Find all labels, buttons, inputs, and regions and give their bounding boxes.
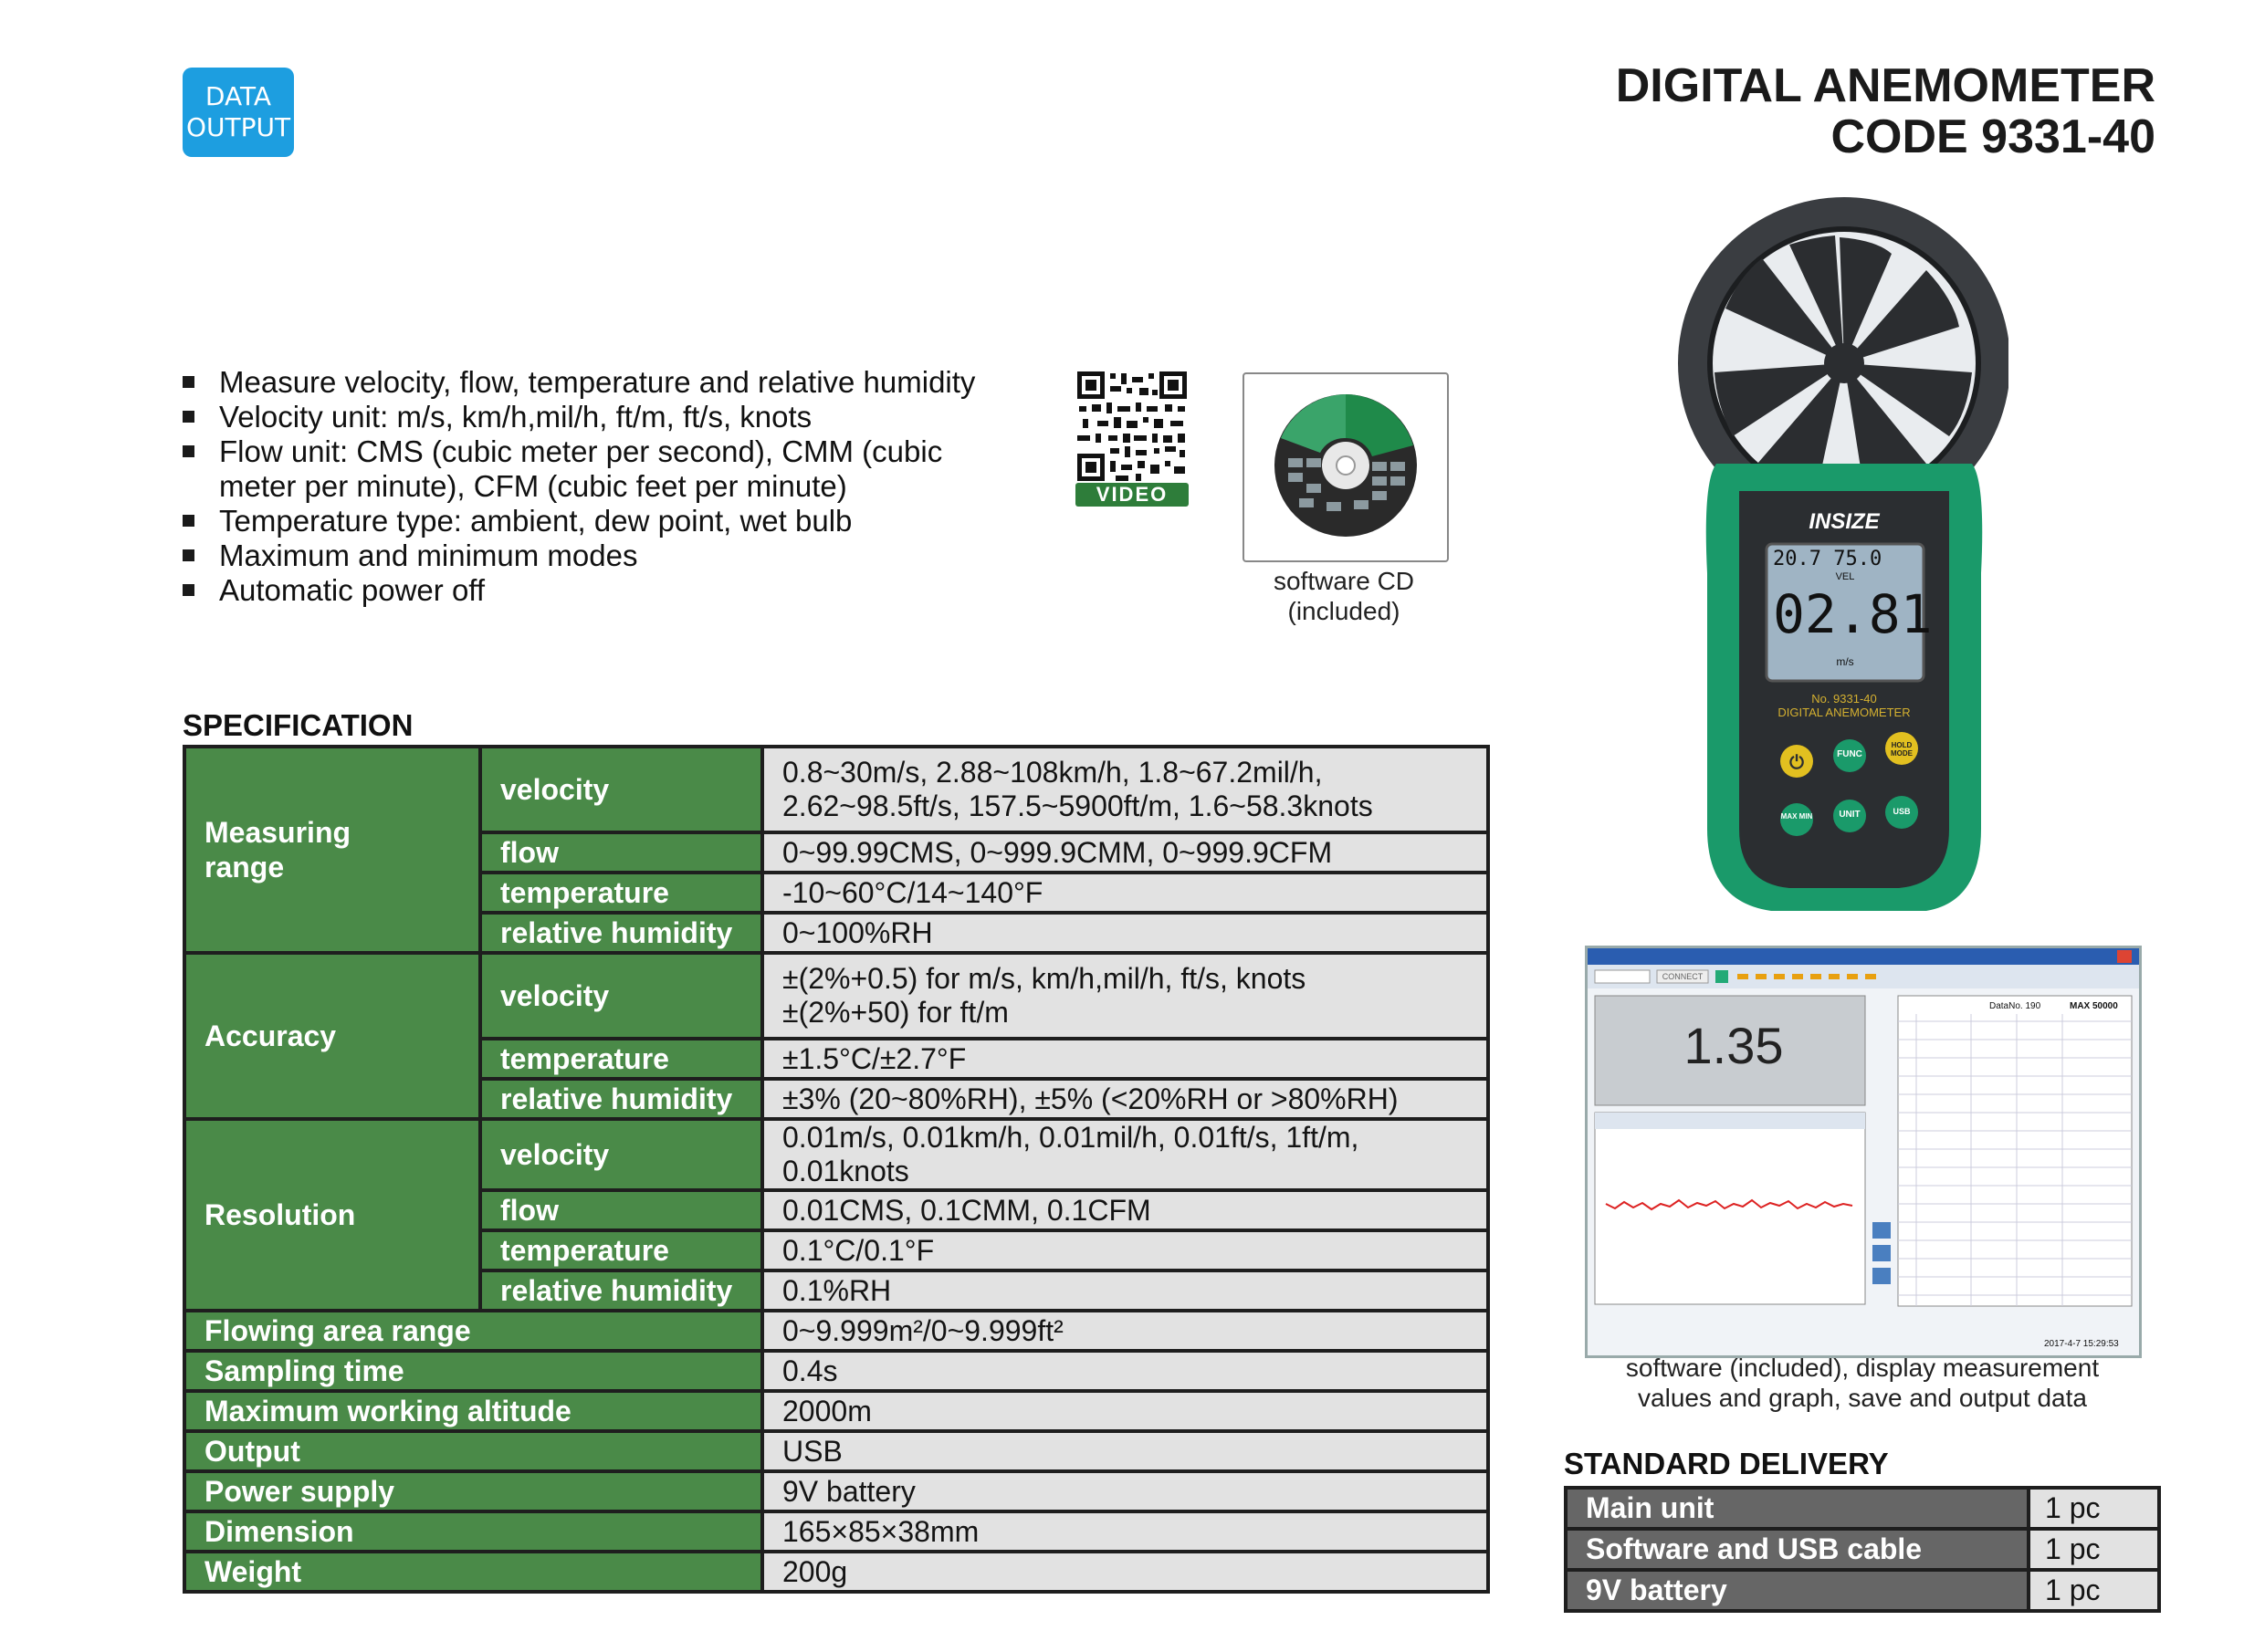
row-label: relative humidity <box>480 913 762 953</box>
row-label: flow <box>480 832 762 873</box>
lcd-unit: m/s <box>1836 655 1854 668</box>
table-row <box>184 953 1488 1039</box>
row-label: Dimension <box>184 1511 762 1552</box>
row-label: velocity <box>480 747 762 832</box>
row-label: temperature <box>480 873 762 913</box>
feature-list <box>183 365 1041 608</box>
row-value: ±(2%+0.5) for m/s, km/h,mil/h, ft/s, knots ±(2%+50) for ft/m <box>762 953 1488 1039</box>
group-accuracy: Accuracy <box>184 953 480 1119</box>
cd-disc-icon <box>1244 374 1447 560</box>
cd-caption: software CD (included) <box>1273 567 1415 625</box>
feature-item: Maximum and minimum modes <box>183 538 1041 573</box>
badge-line-1: DATA <box>204 81 272 111</box>
table-row <box>184 1552 1488 1592</box>
bullet-icon <box>183 376 194 388</box>
row-label: relative humidity <box>480 1079 762 1119</box>
row-label: velocity <box>480 1119 762 1190</box>
connect-button[interactable]: CONNECT <box>1662 972 1704 981</box>
row-value: -10~60°C/14~140°F <box>762 873 1488 913</box>
lcd-main-reading: 02.81 <box>1773 583 1933 645</box>
lcd-top-reading: 20.7 75.0 <box>1773 548 1882 570</box>
table-row <box>184 1511 1488 1552</box>
bullet-icon <box>183 445 194 457</box>
row-label: flow <box>480 1190 762 1230</box>
table-row <box>184 1391 1488 1431</box>
row-value: 9V battery <box>762 1471 1488 1511</box>
software-cd-image <box>1243 372 1449 562</box>
item-qty: 1 pc <box>2029 1529 2159 1570</box>
video-qr-code[interactable] <box>1075 370 1189 507</box>
software-caption: software (included), display measurement values and graph, save and output data <box>1625 1354 2100 1412</box>
table-row <box>184 747 1488 832</box>
item-qty: 1 pc <box>2029 1488 2159 1529</box>
row-label: temperature <box>480 1230 762 1270</box>
bullet-icon <box>183 584 194 596</box>
product-code: CODE 9331-40 <box>1830 110 2155 163</box>
data-count: DataNo. 190 <box>1989 1001 2041 1011</box>
software-window-image <box>1588 948 2139 1355</box>
product-name: DIGITAL ANEMOMETER <box>1615 59 2155 112</box>
software-screenshot <box>1585 946 2142 1358</box>
feature-item: Velocity unit: m/s, km/h,mil/h, ft/m, ft/s, knots <box>183 400 1041 434</box>
row-value: 0.1°C/0.1°F <box>762 1230 1488 1270</box>
item-qty: 1 pc <box>2029 1570 2159 1611</box>
func-button[interactable]: FUNC <box>1837 749 1862 759</box>
standard-delivery-heading: STANDARD DELIVERY <box>1564 1447 1889 1480</box>
specification-table <box>183 745 1490 1594</box>
table-row <box>1566 1488 2159 1529</box>
standard-delivery-table <box>1564 1486 2161 1613</box>
row-label: Flowing area range <box>184 1311 762 1351</box>
bullet-icon <box>183 411 194 423</box>
row-label: temperature <box>480 1039 762 1079</box>
software-reading: 1.35 <box>1683 1017 1784 1074</box>
row-value: 0.8~30m/s, 2.88~108km/h, 1.8~67.2mil/h, 2.62~98.5ft/s, 157.5~5900ft/m, 1.6~58.3knots <box>762 747 1488 832</box>
row-label: relative humidity <box>480 1270 762 1311</box>
row-value: 2000m <box>762 1391 1488 1431</box>
feature-item: Measure velocity, flow, temperature and relative humidity <box>183 365 1041 400</box>
bullet-icon <box>183 549 194 561</box>
table-row <box>184 1431 1488 1471</box>
lcd-mode: VEL <box>1835 571 1855 582</box>
row-value: 0.4s <box>762 1351 1488 1391</box>
software-timestamp: 2017-4-7 15:29:53 <box>2044 1339 2119 1349</box>
video-label: VIDEO <box>1096 483 1169 506</box>
power-icon[interactable]: ⏻ <box>1789 753 1804 773</box>
row-value: 0~100%RH <box>762 913 1488 953</box>
row-value: 0~99.99CMS, 0~999.9CMM, 0~999.9CFM <box>762 832 1488 873</box>
data-max: MAX 50000 <box>2070 1001 2118 1011</box>
row-value: 0~9.999m²/0~9.999ft² <box>762 1311 1488 1351</box>
row-value: ±3% (20~80%RH), ±5% (<20%RH or >80%RH) <box>762 1079 1488 1119</box>
row-value: 0.1%RH <box>762 1270 1488 1311</box>
item-name: 9V battery <box>1566 1570 2029 1611</box>
hold-mode-button[interactable]: HOLD MODE <box>1891 741 1913 758</box>
row-label: Output <box>184 1431 762 1471</box>
group-measuring-range: Measuring range <box>184 747 480 953</box>
feature-item: Automatic power off <box>183 573 1041 608</box>
row-label: Power supply <box>184 1471 762 1511</box>
specification-heading: SPECIFICATION <box>183 708 414 742</box>
feature-item: Temperature type: ambient, dew point, wet bulb <box>183 504 1041 538</box>
item-name: Software and USB cable <box>1566 1529 2029 1570</box>
row-value: 165×85×38mm <box>762 1511 1488 1552</box>
usb-button[interactable]: USB <box>1893 807 1911 816</box>
row-value: 200g <box>762 1552 1488 1592</box>
row-label: velocity <box>480 953 762 1039</box>
table-row <box>1566 1529 2159 1570</box>
feature-item: Flow unit: CMS (cubic meter per second), CMM (cubic meter per minute), CFM (cubic feet per minute) <box>183 434 995 504</box>
row-value: ±1.5°C/±2.7°F <box>762 1039 1488 1079</box>
table-row <box>184 1311 1488 1351</box>
table-row <box>1566 1570 2159 1611</box>
table-row <box>184 1351 1488 1391</box>
row-value: 0.01CMS, 0.1CMM, 0.1CFM <box>762 1190 1488 1230</box>
table-row <box>184 1119 1488 1190</box>
badge-line-2: OUTPUT <box>185 112 291 142</box>
item-name: Main unit <box>1566 1488 2029 1529</box>
bullet-icon <box>183 515 194 527</box>
row-value: USB <box>762 1431 1488 1471</box>
max-min-button[interactable]: MAX MIN <box>1780 812 1813 821</box>
row-label: Sampling time <box>184 1351 762 1391</box>
unit-button[interactable]: UNIT <box>1839 810 1861 820</box>
row-label: Maximum working altitude <box>184 1391 762 1431</box>
brand-logo: INSIZE <box>1809 509 1880 534</box>
data-output-badge <box>183 68 294 157</box>
group-resolution: Resolution <box>184 1119 480 1311</box>
anemometer-device-image <box>1652 190 2008 920</box>
product-title <box>1616 60 2155 162</box>
table-row <box>184 1471 1488 1511</box>
model-label: No. 9331-40 DIGITAL ANEMOMETER <box>1777 692 1911 719</box>
row-value: 0.01m/s, 0.01km/h, 0.01mil/h, 0.01ft/s, 1ft/m, 0.01knots <box>762 1119 1488 1190</box>
row-label: Weight <box>184 1552 762 1592</box>
